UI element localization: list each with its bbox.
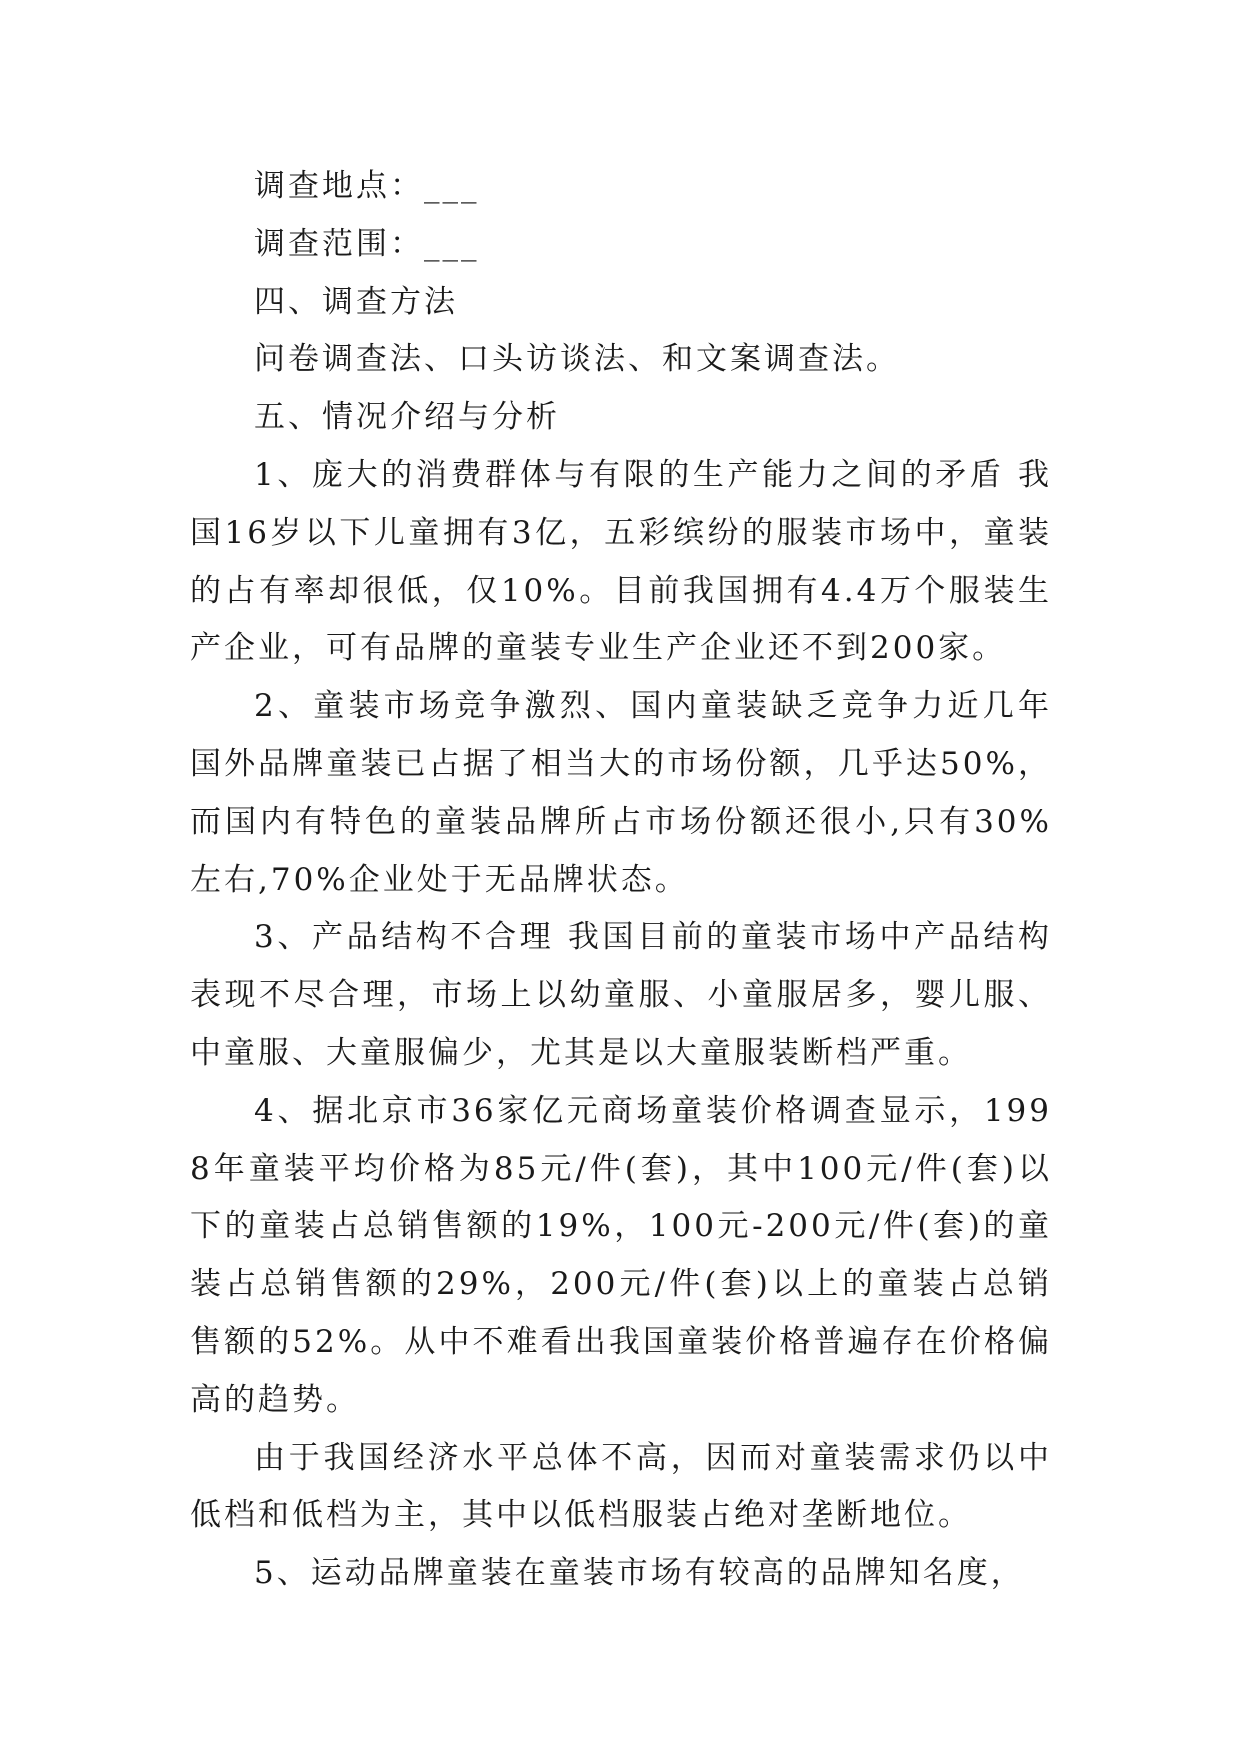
survey-location-line: 调查地点：___: [254, 168, 480, 204]
analysis-paragraph-1: 1、庞大的消费群体与有限的生产能力之间的矛盾 我国16岁以下儿童拥有3亿，五彩缤纷的服装市场中，童装的占有率却很低，仅10%。目前我国拥有4.4万个服装生产企业，可有品牌的童装专业生产企业还不到200家。: [190, 456, 1052, 667]
analysis-paragraph-3: 3、产品结构不合理 我国目前的童装市场中产品结构表现不尽合理，市场上以幼童服、小童服居多，婴儿服、中童服、大童服偏少，尤其是以大童服装断档严重。: [190, 919, 1052, 1071]
analysis-paragraph-2: 2、童装市场竞争激烈、国内童装缺乏竞争力近几年国外品牌童装已占据了相当大的市场份额，几乎达50%，而国内有特色的童装品牌所占市场份额还很小,只有30%左右,70%企业处于无品牌状态。: [190, 688, 1052, 898]
section-heading-analysis: 五、情况介绍与分析: [254, 399, 560, 436]
survey-scope-line: 调查范围：___: [254, 225, 480, 262]
analysis-paragraph-4b: 由于我国经济水平总体不高，因而对童装需求仍以中低档和低档为主，其中以低档服装占绝对垄断地位。: [190, 1439, 1052, 1534]
section-heading-methods: 四、调查方法: [254, 283, 458, 320]
methods-paragraph: 问卷调查法、口头访谈法、和文案调查法。: [254, 341, 900, 378]
analysis-paragraph-4: 4、据北京市36家亿元商场童装价格调查显示，1998年童装平均价格为85元/件(套)，其中100元/件(套)以下的童装占总销售额的19%，100元-200元/件(套)的童装占总销售额的29%，200元/件(套)以上的童装占总销售额的52%。从中不难看出我国童装价格普遍存在价格偏高的趋势。: [190, 1092, 1052, 1418]
document-page: [190, 158, 1052, 1603]
analysis-paragraph-5: 5、运动品牌童装在童装市场有较高的品牌知名度，: [254, 1555, 1025, 1592]
